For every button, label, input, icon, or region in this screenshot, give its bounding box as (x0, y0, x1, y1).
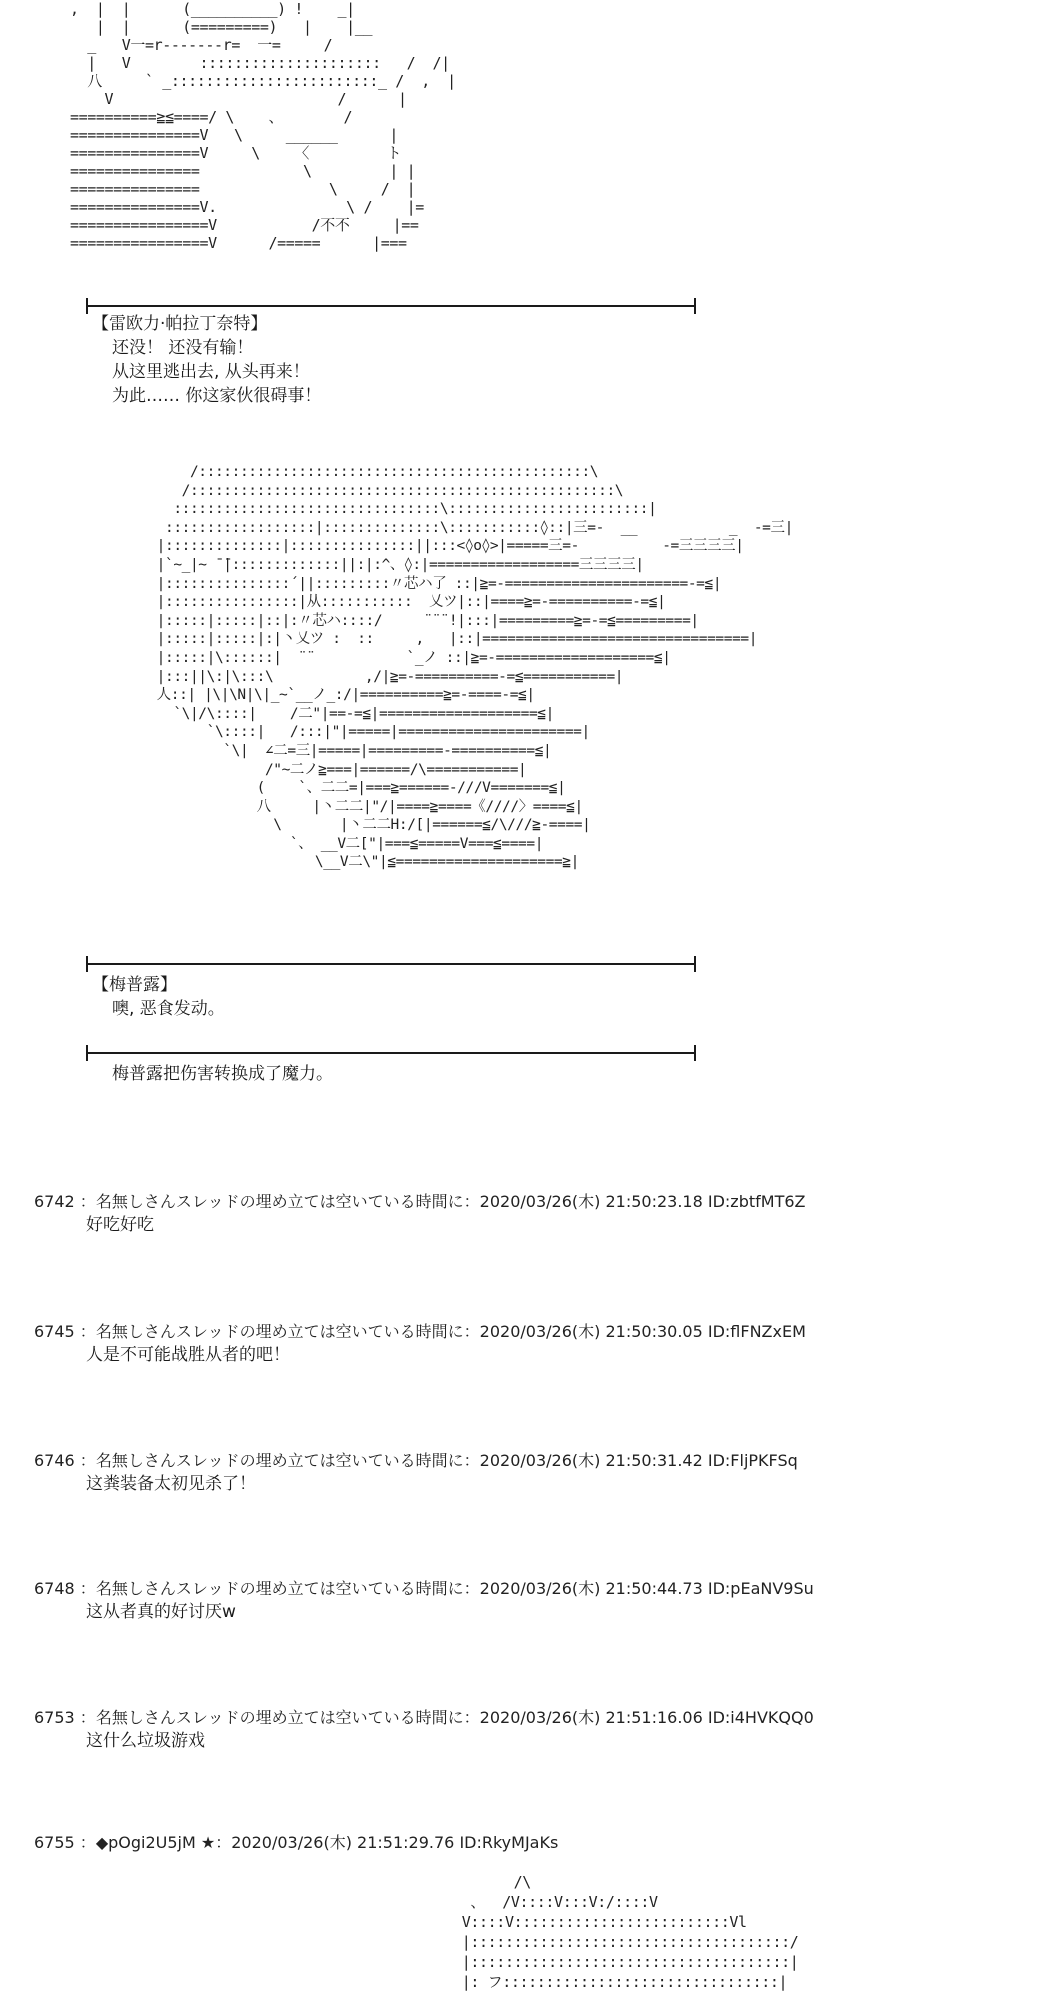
post-id: ID:flFNZxEM (707, 1322, 806, 1341)
post-date: 2020/03/26(木) 21:50:23.18 (479, 1192, 703, 1211)
post-number: 6745 (34, 1322, 75, 1341)
post-date: 2020/03/26(木) 21:51:16.06 (479, 1708, 703, 1727)
post-number: 6755 (34, 1833, 75, 1852)
post-body: 人是不可能战胜从者的吧！ (86, 1345, 290, 1365)
post-header: 6753 ：名無しさんスレッドの埋め立ては空いている時間に：2020/03/26(木) 21:51:16.06 ID:i4HVKQQ0 (34, 1708, 814, 1727)
narration-line: 梅普露把伤害转换成了魔力。 (112, 1064, 333, 1084)
divider-middle (86, 963, 696, 965)
post-date: 2020/03/26(木) 21:50:30.05 (479, 1322, 703, 1341)
post-date: 2020/03/26(木) 21:51:29.76 (231, 1833, 455, 1852)
post-header: 6746 ：名無しさんスレッドの埋め立ては空いている時間に：2020/03/26(木) 21:50:31.42 ID:FljPKFSq (34, 1451, 798, 1470)
post-author: 名無しさんスレッドの埋め立ては空いている時間に (95, 1579, 464, 1598)
divider-top (86, 305, 696, 307)
post-body: 这粪装备太初见杀了！ (86, 1474, 256, 1494)
post-id: ID:RkyMJaKs (459, 1833, 559, 1852)
speaker-name: 【梅普露】 (92, 975, 177, 995)
dialogue-line: 为此…… 你这家伙很碍事！ (112, 386, 322, 406)
post-author: 名無しさんスレッドの埋め立ては空いている時間に (95, 1322, 464, 1341)
post-header: 6745 ：名無しさんスレッドの埋め立ては空いている時間に：2020/03/26(木) 21:50:30.05 ID:flFNZxEM (34, 1322, 806, 1341)
ascii-art-middle: /:::::::::::::::::::::::::::::::::::::::::::::::\ /:::::::::::::::::::::::::::::::::::::::::::::::::::\ ::::::::::::::::::::::::::::::::\::::::::::::::::::::::::| ::::::::::::::::::|::::::::::::::\:::::::::::◊::|三=- __ _ -=三| |::::::::::::::|:::::::::::::::||:::<◊o◊>|=====三=- -=三三三三| |`~_|~ ̄ ̄|:::::::::::::||:|:^、◊:|==================三三三三| |:::::::::::::::´||:::::::::〃芯ハ了 ::|≧=-======================-=≦| |::::::::::::::::|从::::::::::: 乂ツ|::|====≧=-==========-=≦| |:::::|:::::|::|:〃芯ハ::::/ ¨¨¨!|:::|=========≧=-=≦=========| |:::::|:::::|:|丶乂ツ : :: , |::|================================| |:::::|\::::::| ¨¨ `_ノ ::|≧=-===================≦| |:::||\:|\:::\ ,/|≧=-==========-=≦===========| 人::| |\|\N|\|_~`__ノ_:/|==========≧=-====-=≦| `\|/\::::| /二"|==-=≦|===================≦| `\::::| /:::|"|=====|======================| `\| ∠二=三|=====|=========-==========≦| /"~二ノ≧===|======/\===========| ( `、二二=|===≧======-///V=======≦| 八 |丶二二|"/|====≧====《////〉====≦| \ |丶二二H:/[|======≦/\///≧-====| `、 __V二["|===≦=====V===≦====| \__V二\"|≦====================≧| (156, 464, 793, 871)
dialogue-line: 噢, 恶食发动。 (112, 999, 225, 1019)
post-id: ID:FljPKFSq (707, 1451, 798, 1470)
post-author: 名無しさんスレッドの埋め立ては空いている時間に (95, 1708, 464, 1727)
post-id: ID:pEaNV9Su (707, 1579, 814, 1598)
post-number: 6753 (34, 1708, 75, 1727)
post-body: 这什么垃圾游戏 (86, 1731, 205, 1751)
post-header: 6755 ：◆pOgi2U5jM ★：2020/03/26(木) 21:51:29.76 ID:RkyMJaKs (34, 1833, 559, 1852)
post-author: 名無しさんスレッドの埋め立ては空いている時間に (95, 1192, 464, 1211)
post-body: 好吃好吃 (86, 1215, 154, 1235)
post-date: 2020/03/26(木) 21:50:44.73 (479, 1579, 703, 1598)
post-number: 6742 (34, 1192, 75, 1211)
post-number: 6748 (34, 1579, 75, 1598)
post-id: ID:zbtfMT6Z (707, 1192, 806, 1211)
post-id: ID:i4HVKQQ0 (707, 1708, 814, 1727)
post-number: 6746 (34, 1451, 75, 1470)
post-author: 名無しさんスレッドの埋め立ては空いている時間に (95, 1451, 464, 1470)
dialogue-line: 还没！ 还没有输！ (112, 338, 254, 358)
post-date: 2020/03/26(木) 21:50:31.42 (479, 1451, 703, 1470)
divider-narration (86, 1052, 696, 1054)
post-body: 这从者真的好讨厌w (86, 1602, 236, 1622)
post-author: ◆pOgi2U5jM ★ (95, 1833, 216, 1852)
speaker-name: 【雷欧力·帕拉丁奈特】 (92, 314, 268, 334)
ascii-art-top: , | | (__________) ! _| | | (=========) | |__ _ V一=r-------r= 一= / | V ::::::::::::::::::::: / /| 八 ` _::::::::::::::::::::::::_ / , | V / | ==========≧≦====/ \ 、 / ===============V \ ______ | ===============V \ 〈 ト =============== \ | | =============== \ / | ===============V. \ / |= ================V /不不 |== ================V /===== |=== (70, 0, 456, 252)
dialogue-line: 从这里逃出去, 从头再来！ (112, 362, 310, 382)
post-header: 6748 ：名無しさんスレッドの埋め立ては空いている時間に：2020/03/26(木) 21:50:44.73 ID:pEaNV9Su (34, 1579, 814, 1598)
ascii-art-bottom: /\ 、 /V::::V:::V:/::::V V::::V:::::::::::::::::::::::::Vl |:::::::::::::::::::::::::::::::::::::/ |:::::::::::::::::::::::::::::::::::::| |: フ::::::::::::::::::::::::::::::::| (461, 1873, 799, 1991)
post-header: 6742 ：名無しさんスレッドの埋め立ては空いている時間に：2020/03/26(木) 21:50:23.18 ID:zbtfMT6Z (34, 1192, 806, 1211)
